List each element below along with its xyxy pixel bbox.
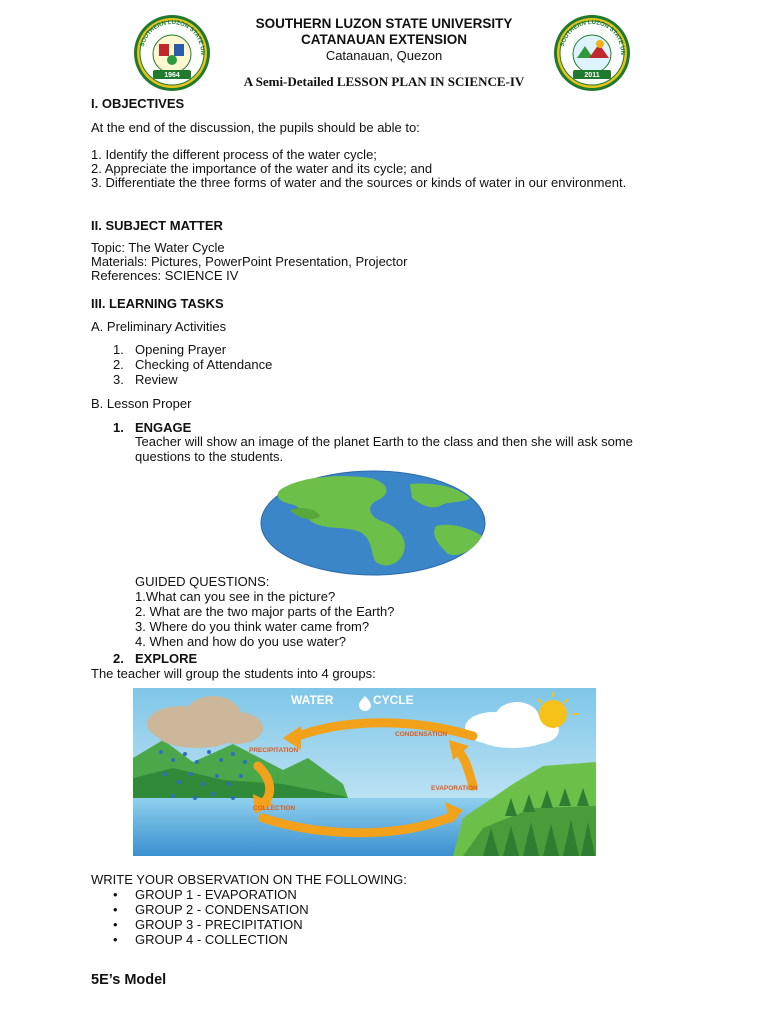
label-evaporation: EVAPORATION (431, 785, 478, 792)
group-item: • GROUP 2 - CONDENSATION (113, 902, 309, 917)
water-cycle-diagram (133, 688, 596, 856)
objectives-intro: At the end of the discussion, the pupils should be able to: (91, 120, 420, 135)
observation-instruction: WRITE YOUR OBSERVATION ON THE FOLLOWING: (91, 872, 407, 887)
explore-heading: 2. EXPLORE (113, 651, 198, 666)
preliminary-item: 1. Opening Prayer (113, 342, 227, 357)
lesson-proper-label: B. Lesson Proper (91, 396, 192, 411)
svg-text:CYCLE: CYCLE (373, 693, 414, 707)
engage-description: Teacher will show an image of the planet Earth to the class and then she will ask some questions to the students. (135, 434, 633, 464)
preliminary-item: 3. Review (113, 372, 178, 387)
group-item: • GROUP 3 - PRECIPITATION (113, 917, 303, 932)
engage-heading: 1. ENGAGE (113, 420, 192, 435)
svg-text:1964: 1964 (164, 72, 180, 79)
svg-text:WATER: WATER (291, 693, 334, 707)
explore-description: The teacher will group the students into 4 groups: (91, 666, 376, 681)
guided-question: 3. Where do you think water came from? (135, 619, 370, 634)
earth-image (260, 470, 486, 576)
objective-item: 2. Appreciate the importance of the water and its cycle; and (91, 161, 433, 176)
guided-question: 1.What can you see in the picture? (135, 589, 336, 604)
guided-question: 4. When and how do you use water? (135, 634, 347, 649)
label-precipitation: PRECIPITATION (249, 747, 299, 754)
campus-location: Catanauan, Quezon (325, 48, 443, 63)
guided-questions-label: GUIDED QUESTIONS: (135, 574, 270, 589)
lesson-plan-title: A Semi-Detailed LESSON PLAN IN SCIENCE-IV (243, 74, 525, 89)
group-item: • GROUP 4 - COLLECTION (113, 932, 288, 947)
subject-topic: Topic: The Water Cycle (91, 240, 225, 255)
guided-question: 2. What are the two major parts of the Earth? (135, 604, 395, 619)
subject-references: References: SCIENCE IV (91, 268, 239, 283)
objective-item: 3. Differentiate the three forms of water and the sources or kinds of water in our environment. (91, 175, 627, 190)
label-condensation: CONDENSATION (395, 731, 448, 738)
svg-text:SOUTHERN LUZON STATE UNIVERSIT: SOUTHERN LUZON STATE UN (559, 19, 626, 56)
objectives-heading: I. OBJECTIVES (91, 96, 185, 111)
preliminary-activities-label: A. Preliminary Activities (91, 319, 227, 334)
subject-materials: Materials: Pictures, PowerPoint Presentation, Projector (91, 254, 408, 269)
label-collection: COLLECTION (253, 805, 296, 812)
university-name: SOUTHERN LUZON STATE UNIVERSITY (255, 16, 513, 31)
objective-item: 1. Identify the different process of the water cycle; (91, 147, 377, 162)
svg-text:2011: 2011 (584, 72, 600, 79)
model-heading: 5E’s Model (91, 972, 167, 988)
learning-tasks-heading: III. LEARNING TASKS (91, 296, 224, 311)
preliminary-item: 2. Checking of Attendance (113, 357, 273, 372)
group-item: • GROUP 1 - EVAPORATION (113, 887, 297, 902)
svg-text:SOUTHERN LUZON STATE UNIVERSIT: SOUTHERN LUZON STATE UN (139, 19, 206, 56)
campus-name: CATANAUAN EXTENSION (300, 32, 467, 47)
subject-matter-heading: II. SUBJECT MATTER (91, 218, 223, 233)
